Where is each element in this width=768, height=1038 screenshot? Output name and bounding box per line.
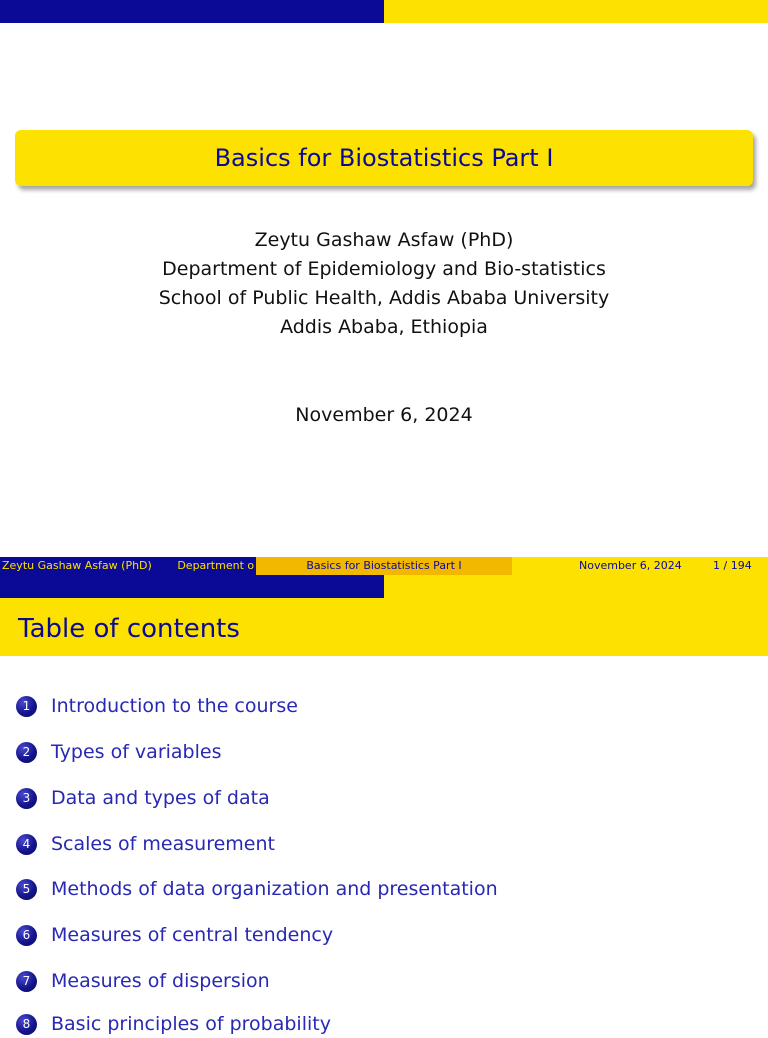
toc-top-bar-left [0, 575, 384, 598]
footer-bar [0, 557, 768, 575]
footer-date-segment [512, 557, 768, 575]
author-block [0, 226, 768, 342]
footer-date: November 6, 2024 [579, 559, 682, 572]
author-department: Department of Epidemiology and Bio-statistics [162, 258, 606, 280]
toc-number-badge: 8 [16, 1014, 37, 1035]
toc-item[interactable] [16, 967, 270, 995]
toc-number-badge: 7 [16, 971, 37, 992]
toc-item[interactable] [16, 784, 270, 812]
toc-link[interactable]: Scales of measurement [51, 833, 275, 855]
footer-title-segment [256, 557, 512, 575]
presentation-date: November 6, 2024 [295, 404, 473, 426]
toc-link[interactable]: Measures of dispersion [51, 970, 270, 992]
top-bar-right [384, 0, 768, 23]
toc-link[interactable]: Methods of data organization and presentation [51, 878, 498, 900]
toc-item[interactable] [16, 1010, 331, 1038]
toc-link[interactable]: Introduction to the course [51, 695, 298, 717]
top-bar-left [0, 0, 384, 23]
toc-link[interactable]: Types of variables [51, 741, 222, 763]
toc-number-badge: 4 [16, 834, 37, 855]
footer-author-segment [0, 557, 256, 575]
footer-title: Basics for Biostatistics Part I [306, 559, 462, 572]
presentation-title: Basics for Biostatistics Part I [214, 144, 554, 172]
toc-item[interactable] [16, 830, 275, 858]
author-location: Addis Ababa, Ethiopia [280, 316, 488, 338]
author-name: Zeytu Gashaw Asfaw (PhD) [254, 229, 514, 251]
toc-item[interactable] [16, 692, 298, 720]
toc-title: Table of contents [18, 614, 240, 644]
toc-item[interactable] [16, 875, 498, 903]
toc-number-badge: 5 [16, 879, 37, 900]
toc-link[interactable]: Basic principles of probability [51, 1013, 331, 1035]
toc-link[interactable]: Measures of central tendency [51, 924, 334, 946]
title-box [15, 130, 753, 186]
toc-top-bar-right [384, 575, 768, 598]
author-school: School of Public Health, Addis Ababa University [158, 287, 610, 309]
footer-author: Zeytu Gashaw Asfaw (PhD) [2, 559, 152, 572]
toc-number-badge: 6 [16, 925, 37, 946]
toc-number-badge: 3 [16, 788, 37, 809]
toc-item[interactable] [16, 921, 333, 949]
toc-item[interactable] [16, 738, 221, 766]
toc-number-badge: 2 [16, 742, 37, 763]
toc-link[interactable]: Data and types of data [51, 787, 270, 809]
footer-institute: Department o [177, 559, 255, 572]
footer-page-number: 1 / 194 [713, 559, 752, 572]
toc-number-badge: 1 [16, 696, 37, 717]
